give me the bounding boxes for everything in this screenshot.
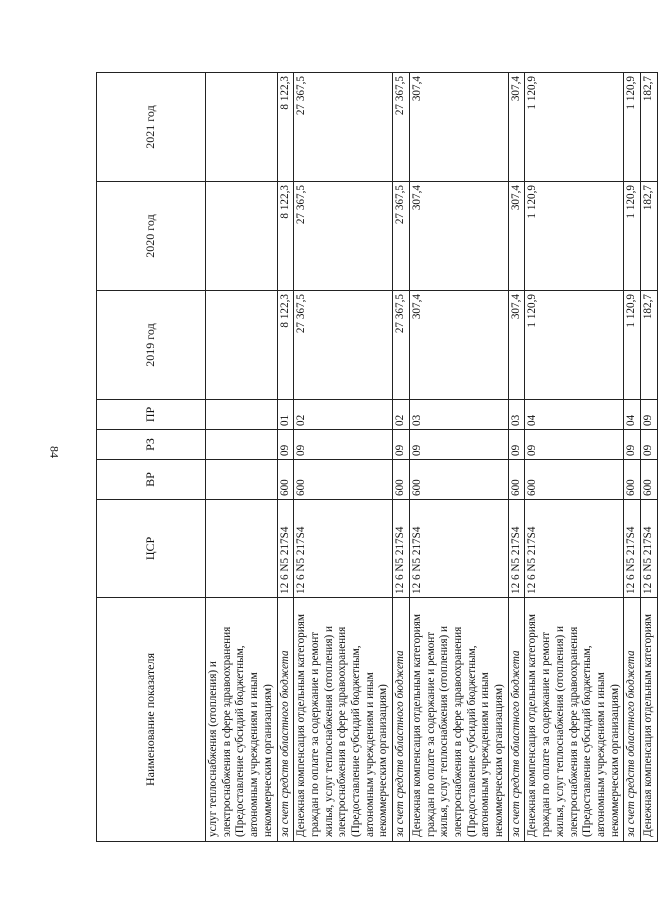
row-2019: 8 122,3 — [277, 291, 294, 400]
row-name: Денежная компенсация отдельным категориям граждан по оплате за содержание и ремонт жилья, услуг теплоснабжения (отопления) и электроснабжения в сфере здравоохранения (Предоставление субсидий бюджетным, автономным учреждениям и иным некоммерческим организациям) — [409, 598, 508, 842]
row-pr: 09 — [641, 400, 658, 430]
header-name: Наименование показателя — [97, 598, 206, 842]
table-row — [525, 73, 624, 842]
row-2021: 182,7 — [641, 73, 658, 182]
row-vr: 600 — [393, 460, 410, 500]
row-name: услуг теплоснабжения (отопления) и электроснабжения в сфере здравоохранения (Предоставление субсидий бюджетным, автономным учреждениям и иным некоммерческим организациям) — [206, 598, 278, 842]
row-2020: 182,7 — [641, 182, 658, 291]
row-2020: 27 367,5 — [294, 182, 393, 291]
row-2021 — [206, 73, 278, 182]
header-csr: ЦСР — [97, 500, 206, 598]
table-row — [641, 73, 658, 842]
row-2020: 27 367,5 — [393, 182, 410, 291]
row-pr — [206, 400, 278, 430]
row-rz: 09 — [525, 430, 624, 460]
header-pr: ПР — [97, 400, 206, 430]
row-vr — [206, 460, 278, 500]
row-2020: 8 122,3 — [277, 182, 294, 291]
table-row — [206, 73, 278, 842]
row-csr: 12 6 N5 217S4 — [508, 500, 525, 598]
row-name: Денежная компенсация отдельным категориям граждан по оплате за содержание и ремонт жилья, услуг теплоснабжения (отопления) и электроснабжения в сфере здравоохранения (Предоставление субсидий бюджетным, автономным учреждениям и иным некоммерческим организациям) — [294, 598, 393, 842]
row-rz: 09 — [641, 430, 658, 460]
row-csr — [206, 500, 278, 598]
table-row — [277, 73, 294, 842]
row-rz: 09 — [393, 430, 410, 460]
row-2020: 1 120,9 — [525, 182, 624, 291]
row-2019: 1 120,9 — [525, 291, 624, 400]
budget-table-container — [96, 72, 655, 842]
row-csr: 12 6 N5 217S4 — [641, 500, 658, 598]
row-rz: 09 — [624, 430, 641, 460]
row-rz — [206, 430, 278, 460]
row-csr: 12 6 N5 217S4 — [277, 500, 294, 598]
row-pr: 04 — [624, 400, 641, 430]
row-2019: 182,7 — [641, 291, 658, 400]
table-row — [294, 73, 393, 842]
row-2021: 8 122,3 — [277, 73, 294, 182]
row-2021: 307,4 — [508, 73, 525, 182]
header-2021: 2021 год — [97, 73, 206, 182]
row-2021: 1 120,9 — [624, 73, 641, 182]
budget-table — [96, 72, 658, 842]
header-2019: 2019 год — [97, 291, 206, 400]
table-row — [409, 73, 508, 842]
row-vr: 600 — [508, 460, 525, 500]
row-vr: 600 — [624, 460, 641, 500]
row-rz: 09 — [508, 430, 525, 460]
row-2020: 1 120,9 — [624, 182, 641, 291]
row-name: Денежная компенсация отдельным категориям граждан по оплате за содержание и ремонт жилья, услуг теплоснабжения (отопления) и электроснабжения в сфере здравоохранения (Предоставление субсидий бюджетным, автономным учреждениям и иным некоммерческим организациям) — [525, 598, 624, 842]
header-rz: РЗ — [97, 430, 206, 460]
row-2019: 307,4 — [409, 291, 508, 400]
table-header-row — [97, 73, 206, 842]
row-name: за счет средств областного бюджета — [393, 598, 410, 842]
row-name: Денежная компенсация отдельным категориям — [641, 598, 658, 842]
row-2019: 27 367,5 — [294, 291, 393, 400]
row-pr: 03 — [508, 400, 525, 430]
row-2021: 1 120,9 — [525, 73, 624, 182]
row-name: за счет средств областного бюджета — [277, 598, 294, 842]
row-2021: 27 367,5 — [294, 73, 393, 182]
row-csr: 12 6 N5 217S4 — [525, 500, 624, 598]
row-vr: 600 — [277, 460, 294, 500]
row-2020: 307,4 — [508, 182, 525, 291]
table-row — [508, 73, 525, 842]
row-2019: 307,4 — [508, 291, 525, 400]
header-vr: ВР — [97, 460, 206, 500]
row-pr: 02 — [294, 400, 393, 430]
row-name: за счет средств областного бюджета — [508, 598, 525, 842]
row-2019 — [206, 291, 278, 400]
table-row — [393, 73, 410, 842]
row-csr: 12 6 N5 217S4 — [624, 500, 641, 598]
row-rz: 09 — [277, 430, 294, 460]
row-pr: 02 — [393, 400, 410, 430]
row-csr: 12 6 N5 217S4 — [294, 500, 393, 598]
row-vr: 600 — [641, 460, 658, 500]
row-vr: 600 — [409, 460, 508, 500]
row-rz: 09 — [409, 430, 508, 460]
row-2021: 27 367,5 — [393, 73, 410, 182]
row-2019: 27 367,5 — [393, 291, 410, 400]
row-pr: 03 — [409, 400, 508, 430]
row-csr: 12 6 N5 217S4 — [409, 500, 508, 598]
row-vr: 600 — [525, 460, 624, 500]
page-number: 84 — [47, 446, 62, 458]
row-2021: 307,4 — [409, 73, 508, 182]
row-pr: 01 — [277, 400, 294, 430]
row-csr: 12 6 N5 217S4 — [393, 500, 410, 598]
row-2020 — [206, 182, 278, 291]
row-2019: 1 120,9 — [624, 291, 641, 400]
row-name: за счет средств областного бюджета — [624, 598, 641, 842]
header-2020: 2020 год — [97, 182, 206, 291]
row-vr: 600 — [294, 460, 393, 500]
table-row — [624, 73, 641, 842]
row-2020: 307,4 — [409, 182, 508, 291]
row-rz: 09 — [294, 430, 393, 460]
row-pr: 04 — [525, 400, 624, 430]
